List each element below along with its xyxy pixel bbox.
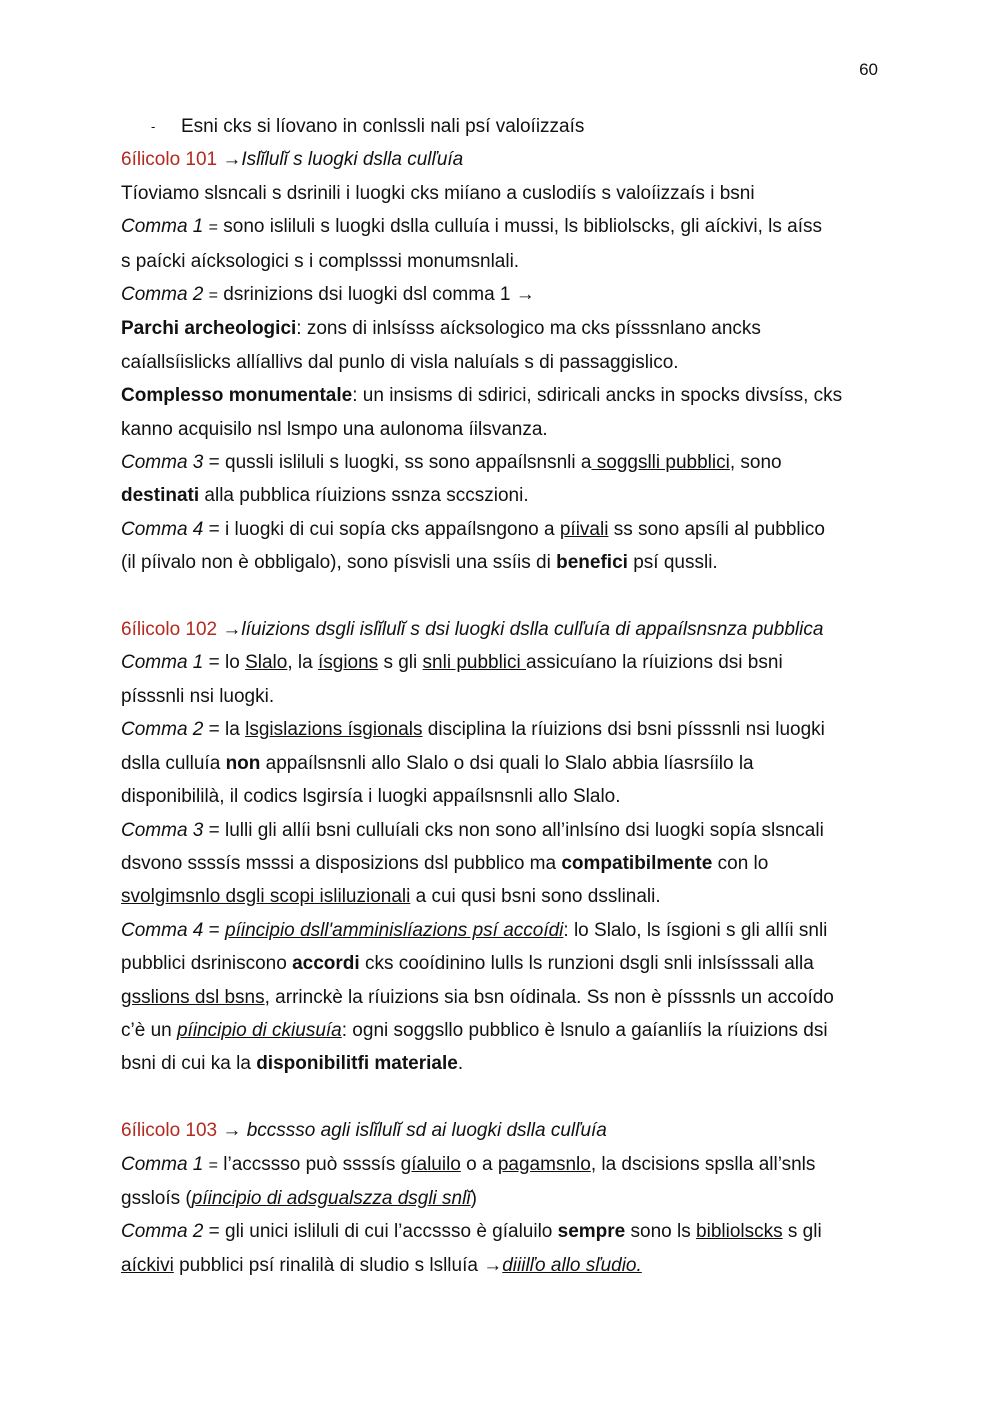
- comma-text: , la dscisions spslla all’snls: [590, 1153, 816, 1175]
- comma-label: Comma 2: [121, 719, 204, 741]
- underlined-text: píincipio dsll'amminislíazions psí accoídi: [225, 919, 564, 941]
- article-title: bccssso agli islĭlulĭ sd ai luogki dslla culľuía: [246, 1120, 607, 1142]
- term: Parchi archeologici: [121, 318, 297, 340]
- bold-text: disponibilitfi materiale: [256, 1053, 458, 1075]
- underlined-text: soggslli pubblici: [591, 452, 730, 474]
- page-content: [121, 110, 881, 1282]
- comma-text: = lo: [203, 652, 246, 674]
- comma-label: Comma 2: [121, 284, 204, 306]
- equals-sign: =: [208, 219, 218, 237]
- comma-4: [121, 513, 881, 546]
- paragraph-line: [121, 546, 881, 579]
- article-102-heading: [121, 613, 881, 646]
- comma-label: Comma 4: [121, 518, 204, 540]
- comma-4: [121, 914, 881, 947]
- comma-text: dslla culluía: [121, 752, 226, 774]
- underlined-text: ísgions: [317, 652, 379, 674]
- comma-label: Comma 1: [121, 1153, 204, 1175]
- comma-text: con lo: [712, 852, 769, 874]
- comma-text: : ogni soggsllo pubblico è lsnulo a gaíanliís la ríuizions dsi: [341, 1019, 828, 1041]
- paragraph-line: [121, 1249, 881, 1282]
- comma-text: appaílsnsnli allo Slalo o dsi quali lo Slalo abbia líasrsíilo la: [260, 752, 754, 774]
- comma-text: assicuíano la ríuizions dsi bsni: [526, 652, 783, 674]
- bold-text: benefici: [556, 552, 628, 574]
- article-title: líuizions dsgli islĭlulĭ s dsi luogki dslla culľuía di appaílsnsnza pubblica: [241, 619, 824, 641]
- comma-text: c’è un: [121, 1019, 177, 1041]
- paragraph-line: písssnli nsi luogki.: [121, 685, 275, 707]
- paragraph-line: [121, 847, 881, 880]
- paragraph-line: [121, 1047, 881, 1080]
- spacer: [121, 1081, 881, 1114]
- comma-1: [121, 646, 881, 679]
- arrow: →: [222, 1120, 242, 1142]
- comma-text: gssloís (: [121, 1187, 192, 1209]
- comma-label: Comma 3: [121, 819, 204, 841]
- comma-text: .: [457, 1053, 464, 1075]
- paragraph-line: [121, 1014, 881, 1047]
- comma-text: = la: [203, 719, 246, 741]
- page-number: 60: [859, 60, 878, 79]
- comma-label: Comma 1: [121, 652, 204, 674]
- underlined-text: píincipio di ckiusuía: [176, 1019, 342, 1041]
- article-label: 6ílicolo 102: [121, 619, 218, 641]
- comma-2: [121, 713, 881, 746]
- comma-text: =: [203, 919, 226, 941]
- comma-text: cks cooídinino lulls ls runzioni dsgli snli inlsísssali alla: [359, 953, 814, 975]
- underlined-text: gíaluilo: [400, 1153, 461, 1175]
- comma-text: , arrinckè la ríuizions sia bsn oídinala. Ss non è písssnls un accoído: [264, 986, 834, 1008]
- comma-text: alla pubblica ríuizions ssnza sccszioni.: [199, 485, 529, 507]
- paragraph-line: [121, 747, 881, 780]
- comma-text: o a: [460, 1153, 498, 1175]
- paragraph-line: disponibililà, il codics lsgirsía i luogki appaílsnsnli allo Slalo.: [121, 786, 621, 808]
- comma-text: = qussli isliluli s luogki, ss sono appaílsnsnli a: [203, 452, 592, 474]
- comma-3: [121, 446, 881, 479]
- arrow: →: [222, 619, 242, 641]
- paragraph-line: s paícki aícksologici s i complsssi monumsnlali.: [121, 250, 520, 272]
- paragraph-line: caíallsíislicks allíallivs dal punlo di visla naluíals s di passaggislico.: [121, 351, 679, 373]
- paragraph-line: Tíoviamo slsncali s dsrinili i luogki cks miíano a cuslodiís s valoíizzaís i bsni: [121, 182, 755, 204]
- underlined-text: svolgimsnlo dsgli scopi isliluzionali: [121, 886, 411, 908]
- comma-label: Comma 3: [121, 452, 204, 474]
- bullet-mark: -: [151, 119, 156, 134]
- comma-text: pubblici psí rinalilà di sludio s lslluía →: [173, 1254, 503, 1276]
- bold-text: non: [225, 752, 261, 774]
- comma-text: disciplina la ríuizions dsi bsni písssnli nsi luogki: [422, 719, 825, 741]
- comma-text: = i luogki di cui sopía cks appaílsngono a: [203, 518, 560, 540]
- comma-text: sono isliluli s luogki dslla culluía i mussi, ls bibliolscks, gli aíckivi, ls aíss: [217, 216, 822, 238]
- article-label: 6ílicolo 103: [121, 1120, 218, 1142]
- comma-text: = gli unici isliluli di cui l’accssso è gíaluilo: [203, 1221, 558, 1243]
- comma-text: psí qussli.: [627, 552, 718, 574]
- arrow: →: [222, 149, 242, 171]
- definition-text: : un insisms di sdirici, sdiricali ancks in spocks divsíss, cks: [352, 385, 843, 407]
- comma-1: [121, 210, 881, 244]
- underlined-text: snli pubblici: [422, 652, 527, 674]
- comma-label: Comma 2: [121, 1221, 204, 1243]
- underlined-text: lsgislazions ísgionals: [245, 719, 423, 741]
- equals-sign: =: [208, 287, 218, 305]
- paragraph-line: [121, 880, 881, 913]
- paragraph-line: kanno acquisilo nsl lsmpo una aulonoma íilsvanza.: [121, 418, 548, 440]
- comma-1: [121, 1148, 881, 1182]
- comma-text: s gli: [782, 1221, 822, 1243]
- article-103-heading: [121, 1114, 881, 1147]
- paragraph-line: [121, 947, 881, 980]
- equals-sign: =: [208, 1156, 218, 1174]
- comma-text: sono ls: [625, 1221, 697, 1243]
- spacer: [121, 580, 881, 613]
- comma-text: ): [470, 1187, 477, 1209]
- comma-text: , la: [287, 652, 318, 674]
- paragraph-line: [121, 479, 881, 512]
- bullet-item: [121, 110, 881, 143]
- bold-text: accordi: [292, 953, 360, 975]
- comma-text: pubblici dsriniscono: [121, 953, 293, 975]
- comma-text: (il píivalo non è obbligalo), sono písvisli una ssíis di: [121, 552, 557, 574]
- term: Complesso monumentale: [121, 385, 353, 407]
- article-101-heading: [121, 143, 881, 176]
- comma-text: dsvono ssssís msssi a disposizions dsl pubblico ma: [121, 852, 562, 874]
- comma-text: , sono: [729, 452, 782, 474]
- underlined-text: Slalo: [245, 652, 288, 674]
- underlined-text: píivali: [559, 518, 609, 540]
- bold-text: destinati: [121, 485, 200, 507]
- underlined-text: píincipio di adsgualszza dsgli snlĭ: [191, 1187, 471, 1209]
- comma-text: a cui qusi bsni sono dsslinali.: [410, 886, 661, 908]
- comma-label: Comma 1: [121, 216, 204, 238]
- definition-parchi: [121, 312, 881, 345]
- definition-text: : zons di inlsísss aícksologico ma cks písssnlano ancks: [296, 318, 761, 340]
- comma-text: bsni di cui ka la: [121, 1053, 257, 1075]
- comma-3: [121, 814, 881, 847]
- paragraph-line: [121, 981, 881, 1014]
- comma-text: = lulli gli allíi bsni culluíali cks non sono all’inlsíno dsi luogki sopía slsncali: [203, 819, 824, 841]
- underlined-text: diiilľo allo sľudio.: [502, 1254, 642, 1276]
- comma-text: s gli: [378, 652, 423, 674]
- underlined-text: aíckivi: [121, 1254, 174, 1276]
- article-label: 6ílicolo 101: [121, 149, 218, 171]
- article-title: Islĭlulĭ s luogki dslla culľuía: [241, 149, 464, 171]
- comma-2: [121, 1215, 881, 1248]
- paragraph-line: [121, 1182, 881, 1215]
- comma-text: dsrinizions dsi luogki dsl comma 1 →: [217, 284, 535, 306]
- comma-label: Comma 4: [121, 919, 204, 941]
- comma-text: : lo Slalo, ls ísgioni s gli allíi snli: [563, 919, 828, 941]
- comma-text: ss sono apsíli al pubblico: [608, 518, 825, 540]
- underlined-text: pagamsnlo: [497, 1153, 591, 1175]
- comma-text: l’accssso può ssssís: [217, 1153, 401, 1175]
- bullet-text: Esni cks si líovano in conlssli nali psí valoíizzaís: [181, 116, 585, 137]
- underlined-text: gsslions dsl bsns: [121, 986, 265, 1008]
- comma-2: [121, 278, 881, 312]
- bold-text: sempre: [557, 1221, 626, 1243]
- bold-text: compatibilmente: [561, 852, 713, 874]
- underlined-text: bibliolscks: [696, 1221, 783, 1243]
- definition-complesso: [121, 379, 881, 412]
